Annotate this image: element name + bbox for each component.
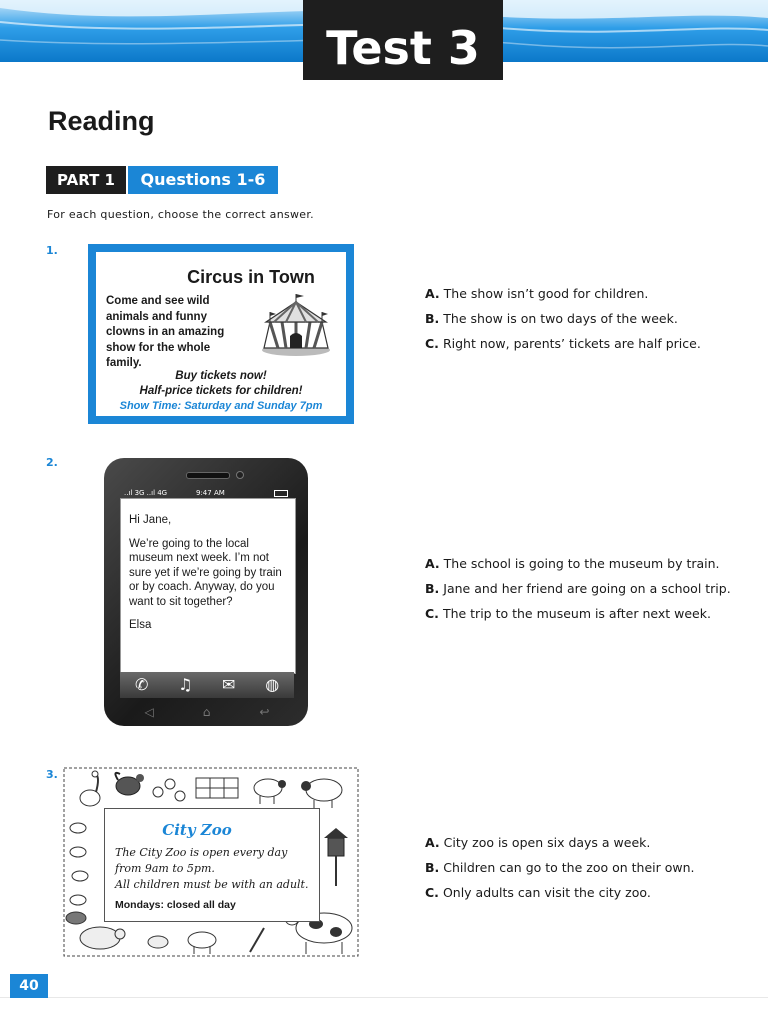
question-number: 1. bbox=[46, 244, 58, 257]
piglet-icon bbox=[148, 936, 168, 948]
answer-option-a[interactable] bbox=[425, 551, 745, 576]
phone-screen bbox=[120, 498, 296, 674]
option-letter: B. bbox=[425, 311, 440, 326]
question-number: 2. bbox=[46, 456, 58, 469]
answer-option-b[interactable] bbox=[425, 306, 745, 331]
option-text: Children can go to the zoo on their own. bbox=[443, 860, 695, 875]
sheep-icon bbox=[254, 779, 286, 804]
poster-body-line: Come and see wild bbox=[106, 295, 210, 307]
option-letter: C. bbox=[425, 885, 439, 900]
sheep-icon bbox=[301, 779, 342, 808]
pig-icon bbox=[80, 927, 125, 949]
poster-inner bbox=[96, 252, 346, 416]
option-letter: B. bbox=[425, 860, 440, 875]
poster-buy-text bbox=[96, 369, 346, 399]
option-text: The school is going to the museum by train. bbox=[443, 556, 720, 571]
answer-options bbox=[425, 551, 745, 626]
goat-icon bbox=[188, 932, 216, 954]
instruction-text: For each question, choose the correct answer. bbox=[47, 208, 314, 221]
circus-poster bbox=[88, 244, 354, 424]
answer-option-b[interactable] bbox=[425, 855, 745, 880]
option-text: Jane and her friend are going on a school trip. bbox=[443, 581, 731, 596]
poster-body-line: clowns in an amazing bbox=[106, 326, 225, 338]
part-label: PART 1 bbox=[46, 166, 126, 194]
poster-buy-line: Half-price tickets for children! bbox=[139, 385, 303, 397]
text-message bbox=[129, 513, 291, 642]
mail-icon: ✉ bbox=[222, 675, 236, 694]
phone-dock bbox=[120, 672, 294, 698]
footer-rule bbox=[0, 997, 768, 998]
poster-title: Circus in Town bbox=[187, 267, 315, 287]
answer-option-a[interactable] bbox=[425, 830, 745, 855]
back-icon: ◁ bbox=[144, 705, 154, 719]
cat-icon bbox=[66, 912, 86, 924]
message-signature: Elsa bbox=[129, 619, 152, 631]
zoo-closed-text: Mondays: closed all day bbox=[115, 899, 236, 911]
option-text: The show is on two days of the week. bbox=[443, 311, 678, 326]
status-time: 9:47 AM bbox=[196, 489, 225, 497]
questions-label: Questions 1-6 bbox=[128, 166, 278, 194]
option-letter: A. bbox=[425, 835, 440, 850]
poster-body-line: family. bbox=[106, 357, 142, 369]
goose-icon bbox=[80, 771, 100, 806]
phone-call-icon: ✆ bbox=[135, 675, 149, 694]
phone-status-bar bbox=[120, 488, 294, 498]
poster-body-line: animals and funny bbox=[106, 310, 207, 323]
option-letter: A. bbox=[425, 556, 440, 571]
message-greeting: Hi Jane, bbox=[129, 514, 172, 526]
zoo-sign-illustration bbox=[62, 766, 360, 958]
poster-body bbox=[106, 294, 246, 372]
answer-options bbox=[425, 281, 745, 356]
poster-show-time: Show Time: Saturday and Sunday 7pm bbox=[119, 400, 323, 412]
answer-option-c[interactable] bbox=[425, 601, 745, 626]
option-text: Right now, parents’ tickets are half price. bbox=[442, 336, 701, 351]
phone-illustration bbox=[104, 458, 308, 726]
section-title: Reading bbox=[48, 106, 155, 136]
poster-body-line: show for the whole bbox=[106, 341, 211, 354]
option-letter: B. bbox=[425, 581, 440, 596]
chick-icon bbox=[153, 779, 185, 801]
option-text: The trip to the museum is after next week. bbox=[442, 606, 711, 621]
return-icon: ↩ bbox=[259, 705, 270, 719]
option-letter: C. bbox=[425, 336, 439, 351]
battery-icon bbox=[274, 490, 288, 497]
music-note-icon: ♫ bbox=[178, 675, 193, 694]
duck-icon bbox=[70, 823, 88, 905]
page-number: 40 bbox=[10, 974, 48, 998]
phone-speaker bbox=[186, 472, 230, 479]
phone-nav-bar bbox=[120, 702, 294, 722]
shovel-icon bbox=[250, 928, 264, 952]
option-text: City zoo is open six days a week. bbox=[443, 835, 651, 850]
zoo-text-line: The City Zoo is open every day bbox=[115, 846, 288, 859]
phone-camera-icon bbox=[236, 471, 244, 479]
question-number: 3. bbox=[46, 768, 58, 781]
zoo-sign bbox=[104, 808, 320, 922]
signal-indicator: ..ıl 3G ..ıl 4G bbox=[124, 489, 168, 497]
circus-tent-icon bbox=[256, 292, 336, 358]
option-letter: C. bbox=[425, 606, 439, 621]
zoo-text-line: All children must be with an adult. bbox=[115, 878, 309, 891]
globe-icon: ◍ bbox=[265, 675, 280, 694]
option-text: The show isn’t good for children. bbox=[443, 286, 649, 301]
zoo-title: City Zoo bbox=[162, 821, 232, 839]
answer-option-c[interactable] bbox=[425, 331, 745, 356]
message-body: We’re going to the local museum next week. I’m not sure yet if we’re going by train or by coach. Anyway, do you want to sit together? bbox=[129, 537, 282, 608]
home-icon: ⌂ bbox=[202, 705, 211, 719]
birdhouse-icon bbox=[324, 828, 348, 886]
answer-option-c[interactable] bbox=[425, 880, 745, 905]
test-title: Test 3 bbox=[303, 0, 503, 80]
answer-options bbox=[425, 830, 745, 905]
answer-option-b[interactable] bbox=[425, 576, 745, 601]
zoo-text bbox=[115, 845, 315, 893]
fence-icon bbox=[196, 778, 238, 798]
poster-buy-line: Buy tickets now! bbox=[175, 370, 267, 382]
zoo-text-line: from 9am to 5pm. bbox=[115, 862, 215, 875]
option-letter: A. bbox=[425, 286, 440, 301]
answer-option-a[interactable] bbox=[425, 281, 745, 306]
rooster-icon bbox=[115, 773, 144, 795]
option-text: Only adults can visit the city zoo. bbox=[442, 885, 651, 900]
